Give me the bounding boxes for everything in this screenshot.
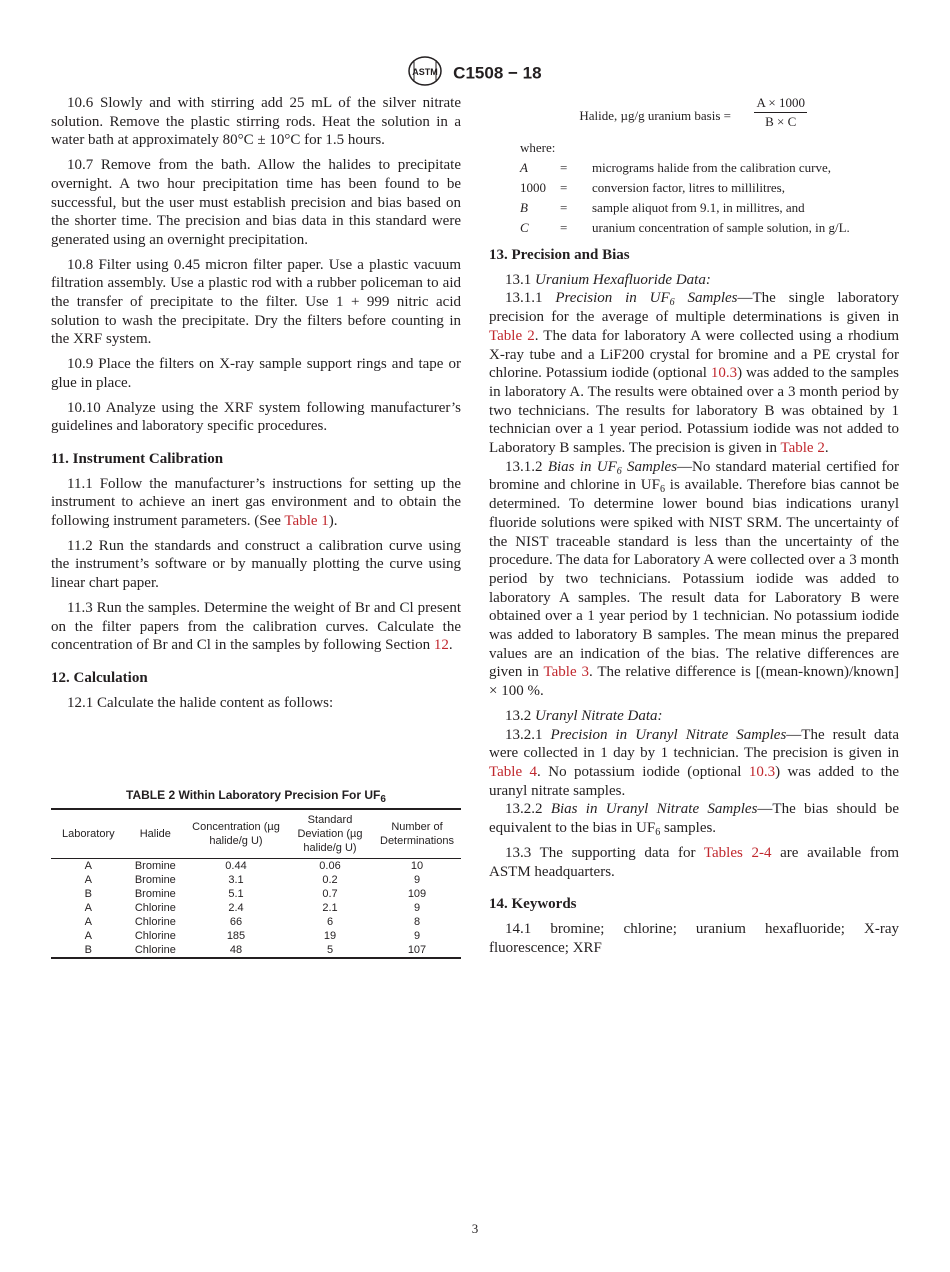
col-header-halide: Halide	[139, 828, 171, 840]
para-10-7: 10.7 Remove from the bath. Allow the halides to precipitate overnight. A two hour precipitation time has been found to be successful, but the user must establish precision and bias based on the shorter time. The precision and bias data in this standard were generated using an overnight precipitation.	[51, 157, 461, 248]
para-13-1-1: 13.1.1 Precision in $UF_6$ Samples—The single laboratory precision for the average of multiple determinations is given in Table 2. The data for laboratory A were collected using a rhodium X-ray tube and a LiF200 crystal for bromine and a PE crystal for chlorine. Potassium iodide (optional 10.3) was added to the samples in laboratory A. The results were obtained over a 3 month period by two technicians. The results for laboratory B was obtained by 1 technician over a 1 year period. Potassium iodide was not added to Laboratory B samples. The precision is given in Table 2.	[489, 290, 900, 457]
col-header-laboratory: Laboratory	[62, 828, 115, 840]
para-11-1: 11.1 Follow the manufacturer’s instructions for setting up the instrument to achieve an inert gas environment and to obtain the following instrument parameters. (See Table 1).	[51, 475, 461, 530]
para-10-9: 10.9 Place the filters on X-ray sample support rings and tape or glue in place.	[51, 356, 461, 391]
table-row: A Chlorine 2.4 2.1 9	[84, 902, 421, 914]
variable-row: A = micrograms halide from the calibration curve,	[520, 160, 831, 175]
where-label: where:	[520, 140, 556, 155]
para-11-2: 11.2 Run the standards and construct a calibration curve using the instrument’s software or by manually plotting the curve using linear chart paper.	[51, 537, 461, 592]
formula-denominator: B × C	[765, 114, 797, 129]
right-column	[489, 94, 899, 963]
section-12-heading: 12. Calculation	[51, 669, 148, 686]
section-14-heading: 14. Keywords	[489, 896, 577, 913]
link-table-3[interactable]: Table 3	[543, 664, 589, 681]
variable-row: B = sample aliquot from 9.1, in millitres, and	[520, 200, 805, 215]
section-11-heading: 11. Instrument Calibration	[51, 450, 224, 467]
formula-fraction	[754, 94, 807, 131]
table-header-row	[51, 809, 461, 859]
para-13-1-2: 13.1.2 Bias in $UF_6$ Samples—No standard material certified for bromine and chlorine in $UF_6$ is available. Therefore bias cannot be determined. To determine lower bound bias indications uranyl fluoride solutions were spiked with NIST SRM. The uncertainty of the NIST traceable standard is less than the uncertainty of the procedure. The data for Laboratory A were collected over a 3 month period by two technicians. Potassium iodide was added to laboratory A samples. The result data for Laboratory B were obtained over a 1 year period by 1 technician. No potassium iodide was added to laboratory B samples. The mean minus the prepared values are an indication of the bias. The relative differences are given in Table 3. The relative difference is [(mean-known)/known] × 100 %.	[489, 458, 899, 700]
link-table-1[interactable]: Table 1	[284, 513, 329, 530]
page-header	[0, 56, 950, 91]
halide-formula	[489, 94, 899, 134]
para-12-1: 12.1 Calculate the halide content as follows:	[67, 694, 334, 711]
table-row: A Bromine 0.44 0.06 10	[84, 860, 424, 872]
link-table-2[interactable]: Table 2	[780, 440, 825, 457]
para-10-8: 10.8 Filter using 0.45 micron filter paper. Use a plastic vacuum filtration assembly. Use a plastic rod with a rubber policeman to aid the transfer of precipitate to the filter. Use 1 + 999 nitric acid solution to wash the precipitate. Dry the filters before counting in the XRF system.	[51, 256, 461, 348]
link-section-10-3[interactable]: 10.3	[748, 763, 776, 780]
para-13-3: 13.3 The supporting data for Tables 2-4 are available from ASTM headquarters.	[489, 844, 899, 880]
formula-lhs: Halide, µg/g uranium basis =	[579, 108, 731, 123]
table-row: A Bromine 3.1 0.2 9	[84, 874, 421, 886]
link-tables-2-4[interactable]: Tables 2-4	[703, 844, 772, 861]
document-code: C1508 − 18	[453, 63, 542, 83]
link-section-10-3[interactable]: 10.3	[710, 365, 738, 382]
table-row: B Chlorine 48 5 107	[51, 943, 461, 958]
variable-definitions	[520, 158, 899, 238]
table-2-title: TABLE 2 Within Laboratory Precision For $UF_6$	[126, 788, 386, 805]
section-13-heading: 13. Precision and Bias	[489, 247, 630, 263]
variable-row: 1000 = conversion factor, litres to millilitres,	[520, 180, 785, 195]
formula-numerator: A × 1000	[754, 94, 807, 113]
para-13-1: 13.1 Uranium Hexafluoride Data:	[505, 271, 711, 288]
para-13-2: 13.2 Uranyl Nitrate Data:	[505, 707, 663, 724]
table-2	[51, 788, 461, 959]
variable-row: C = uranium concentration of sample solution, in g/L.	[520, 220, 850, 235]
col-header-determinations: Number of Determinations	[380, 821, 454, 847]
para-11-3: 11.3 Run the samples. Determine the weight of Br and Cl present on the filter papers from the calibration curves. Calculate the concentration of Br and Cl in the samples by following Section 12.	[51, 599, 461, 654]
left-column	[51, 94, 461, 718]
svg-text:ASTM: ASTM	[412, 67, 439, 77]
col-header-concentration: Concentration (µg halide/g U)	[192, 821, 280, 847]
para-10-10: 10.10 Analyze using the XRF system following manufacturer’s guidelines and laboratory specific procedures.	[51, 399, 461, 435]
para-13-2-1: 13.2.1 Precision in Uranyl Nitrate Samples—The result data were collected in 1 day by 1 technician. The precision is given in Table 4. No potassium iodide (optional 10.3) was added to the uranyl nitrate samples.	[489, 726, 900, 799]
col-header-std-deviation: Standard Deviation (µg halide/g U)	[297, 814, 363, 854]
para-14-1: 14.1 bromine; chlorine; uranium hexafluoride; X-ray fluorescence; XRF	[489, 920, 899, 956]
table-row: A Chlorine 185 19 9	[84, 930, 421, 942]
astm-logo-icon	[408, 56, 442, 91]
para-10-6: 10.6 Slowly and with stirring add 25 mL of the silver nitrate solution. Remove the plastic stirring rods. Heat the solution in a water bath at approximately 80°C ± 10°C for 1.5 hours.	[51, 95, 461, 149]
link-table-4[interactable]: Table 4	[489, 763, 538, 780]
page-number: 3	[471, 1221, 479, 1236]
table-row: A Chlorine 66 6 8	[84, 916, 421, 928]
link-section-12[interactable]: 12	[433, 637, 449, 654]
link-table-2[interactable]: Table 2	[489, 327, 535, 344]
para-13-2-2: 13.2.2 Bias in Uranyl Nitrate Samples—The bias should be equivalent to the bias in $UF_6$ samples.	[489, 801, 900, 839]
table-row: B Bromine 5.1 0.7 109	[84, 888, 427, 900]
